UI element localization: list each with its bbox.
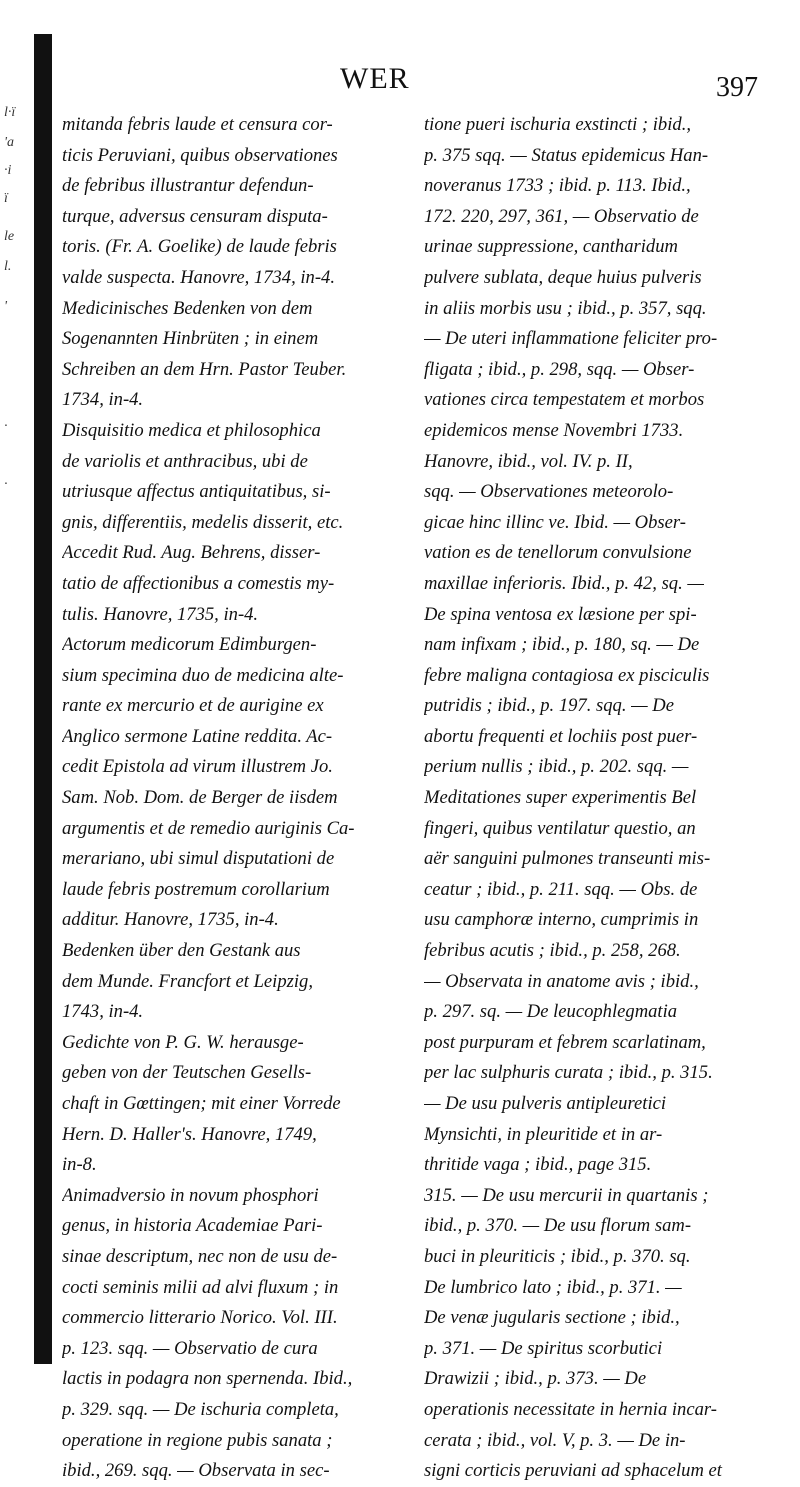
text-line: tulis. Hanovre, 1735, in-4.: [62, 603, 259, 625]
margin-mark: ': [4, 299, 7, 314]
text-line: Sogenannten Hinbrüten ; in einem: [62, 328, 319, 350]
text-line: in-8.: [62, 1154, 97, 1176]
text-line: p. 329. sqq. — De ischuria completa,: [62, 1398, 339, 1420]
text-line: gicae hinc illinc ve. Ibid. — Obser-: [424, 511, 686, 533]
text-line: usu camphoræ interno, cumprimis in: [424, 909, 699, 931]
text-line: buci in pleuriticis ; ibid., p. 370. sq.: [424, 1245, 691, 1267]
text-line: commercio litterario Norico. Vol. III.: [62, 1307, 338, 1329]
text-line: mitanda febris laude et censura cor-: [62, 114, 333, 135]
margin-marks: [0, 100, 34, 500]
text-line: febribus acutis ; ibid., p. 258, 268.: [424, 940, 681, 962]
text-line: ticis Peruviani, quibus observationes: [62, 144, 338, 166]
text-line: noveranus 1733 ; ibid. p. 113. Ibid.,: [424, 175, 691, 197]
text-line: Hern. D. Haller's. Hanovre, 1749,: [62, 1123, 317, 1145]
text-line: Accedit Rud. Aug. Behrens, disser-: [62, 542, 321, 564]
text-line: — De usu pulveris antipleuretici: [424, 1093, 667, 1114]
left-column: [62, 110, 396, 1487]
text-line: sinae descriptum, nec non de usu de-: [62, 1245, 338, 1267]
text-line: utriusque affectus antiquitatibus, si-: [62, 481, 331, 503]
text-line: signi corticis peruviani ad sphacelum et: [424, 1460, 722, 1482]
text-line: Bedenken über den Gestank aus: [62, 940, 301, 962]
text-line: p. 375 sqq. — Status epidemicus Han-: [424, 144, 709, 166]
text-line: ibid., p. 370. — De usu florum sam-: [424, 1215, 692, 1237]
text-line: De spina ventosa ex læsione per spi-: [424, 603, 697, 625]
text-line: de variolis et anthracibus, ubi de: [62, 450, 308, 472]
text-line: 1734, in-4.: [62, 389, 144, 411]
text-line: operationis necessitate in hernia incar-: [424, 1398, 717, 1420]
text-line: — Observata in anatome avis ; ibid.,: [424, 970, 699, 992]
text-line: gnis, differentiis, medelis disserit, etc.: [62, 511, 344, 533]
text-line: valde suspecta. Hanovre, 1734, in-4.: [62, 266, 335, 288]
text-line: Anglico sermone Latine reddita. Ac-: [62, 725, 333, 747]
text-line: Meditationes super experimentis Bel: [424, 787, 697, 809]
text-line: nam infixam ; ibid., p. 180, sq. — De: [424, 634, 700, 656]
text-line: laude febris postremum corollarium: [62, 878, 330, 900]
text-line: Sam. Nob. Dom. de Berger de iisdem: [62, 787, 338, 809]
text-line: merariano, ubi simul disputationi de: [62, 848, 335, 870]
text-line: 1743, in-4.: [62, 1001, 144, 1023]
text-line: putridis ; ibid., p. 197. sqq. — De: [424, 695, 674, 717]
text-line: turque, adversus censuram disputa-: [62, 205, 328, 227]
text-line: fligata ; ibid., p. 298, sqq. — Obser-: [424, 358, 695, 380]
text-line: operatione in regione pubis sanata ;: [62, 1429, 333, 1451]
text-line: fingeri, quibus ventilatur questio, an: [424, 817, 696, 839]
text-line: epidemicos mense Novembri 1733.: [424, 419, 684, 441]
text-line: Gedichte von P. G. W. herausge-: [62, 1031, 304, 1053]
text-line: argumentis et de remedio auriginis Ca-: [62, 817, 355, 839]
text-line: — De uteri inflammatione feliciter pro-: [424, 328, 718, 350]
text-line: cocti seminis milii ad alvi fluxum ; in: [62, 1276, 339, 1298]
text-line: urinae suppressione, cantharidum: [424, 236, 678, 258]
text-line: ibid., 269. sqq. — Observata in sec-: [62, 1460, 330, 1482]
text-line: sqq. — Observationes meteorolo-: [424, 481, 674, 503]
margin-mark: ·i: [4, 163, 12, 178]
text-line: maxillae inferioris. Ibid., p. 42, sq. —: [424, 572, 704, 594]
text-line: genus, in historia Academiae Pari-: [62, 1215, 323, 1237]
text-line: p. 371. — De spiritus scorbutici: [424, 1337, 663, 1359]
text-line: Hanovre, ibid., vol. IV. p. II,: [424, 450, 633, 472]
margin-mark: le: [4, 229, 15, 244]
running-head: WER: [340, 62, 410, 95]
text-line: Schreiben an dem Hrn. Pastor Teuber.: [62, 358, 347, 380]
text-line: p. 297. sq. — De leucophlegmatia: [424, 1001, 678, 1023]
text-line: abortu frequenti et lochiis post puer-: [424, 725, 698, 747]
text-line: Actorum medicorum Edimburgen-: [62, 634, 317, 656]
text-line: per lac sulphuris curata ; ibid., p. 315.: [424, 1062, 713, 1084]
page-number: 397: [716, 72, 758, 103]
text-line: geben von der Teutschen Gesells-: [62, 1062, 312, 1084]
text-line: De venæ jugularis sectione ; ibid.,: [424, 1307, 680, 1329]
text-line: lactis in podagra non spernenda. Ibid.,: [62, 1368, 353, 1390]
text-line: rante ex mercurio et de aurigine ex: [62, 695, 324, 717]
right-column: [424, 110, 758, 1487]
text-line: dem Munde. Francfort et Leipzig,: [62, 970, 313, 992]
text-line: chaft in Gœttingen; mit einer Vorrede: [62, 1093, 341, 1114]
binding-edge: [34, 34, 52, 1364]
text-line: Mynsichti, in pleuritide et in ar-: [424, 1123, 663, 1145]
text-line: Medicinisches Bedenken von dem: [62, 297, 313, 319]
margin-mark: ·: [4, 477, 8, 492]
text-line: tatio de affectionibus a comestis my-: [62, 572, 335, 594]
text-line: 172. 220, 297, 361, — Observatio de: [424, 205, 699, 227]
text-line: Drawizii ; ibid., p. 373. — De: [424, 1368, 647, 1390]
text-line: in aliis morbis usu ; ibid., p. 357, sqq.: [424, 297, 707, 319]
text-line: Disquisitio medica et philosophica: [62, 419, 321, 441]
text-line: sium specimina duo de medicina alte-: [62, 664, 344, 686]
margin-mark: l·ï: [4, 105, 16, 120]
text-line: 315. — De usu mercurii in quartanis ;: [424, 1184, 709, 1206]
text-line: Animadversio in novum phosphori: [62, 1184, 319, 1206]
text-line: post purpuram et febrem scarlatinam,: [424, 1031, 706, 1053]
text-line: De lumbrico lato ; ibid., p. 371. —: [424, 1276, 682, 1298]
margin-mark: 'a: [4, 135, 14, 150]
text-line: additur. Hanovre, 1735, in-4.: [62, 909, 279, 931]
text-line: pulvere sublata, deque huius pulveris: [424, 266, 702, 288]
text-line: perium nullis ; ibid., p. 202. sqq. —: [424, 756, 689, 778]
text-line: cerata ; ibid., vol. V, p. 3. — De in-: [424, 1429, 686, 1451]
text-line: de febribus illustrantur defendun-: [62, 175, 314, 197]
text-line: toris. (Fr. A. Goelike) de laude febris: [62, 236, 337, 258]
text-line: febre maligna contagiosa ex pisciculis: [424, 664, 710, 686]
text-line: tione pueri ischuria exstincti ; ibid.,: [424, 114, 691, 135]
text-line: aër sanguini pulmones transeunti mis-: [424, 848, 711, 870]
margin-mark: ·: [4, 419, 8, 434]
text-line: vation es de tenellorum convulsione: [424, 542, 692, 564]
text-line: p. 123. sqq. — Observatio de cura: [62, 1337, 318, 1359]
text-line: ceatur ; ibid., p. 211. sqq. — Obs. de: [424, 878, 698, 900]
margin-mark: ï: [4, 191, 8, 206]
text-line: thritide vaga ; ibid., page 315.: [424, 1154, 652, 1176]
margin-mark: l.: [4, 259, 12, 274]
text-line: cedit Epistola ad virum illustrem Jo.: [62, 756, 333, 778]
text-line: vationes circa tempestatem et morbos: [424, 389, 705, 411]
